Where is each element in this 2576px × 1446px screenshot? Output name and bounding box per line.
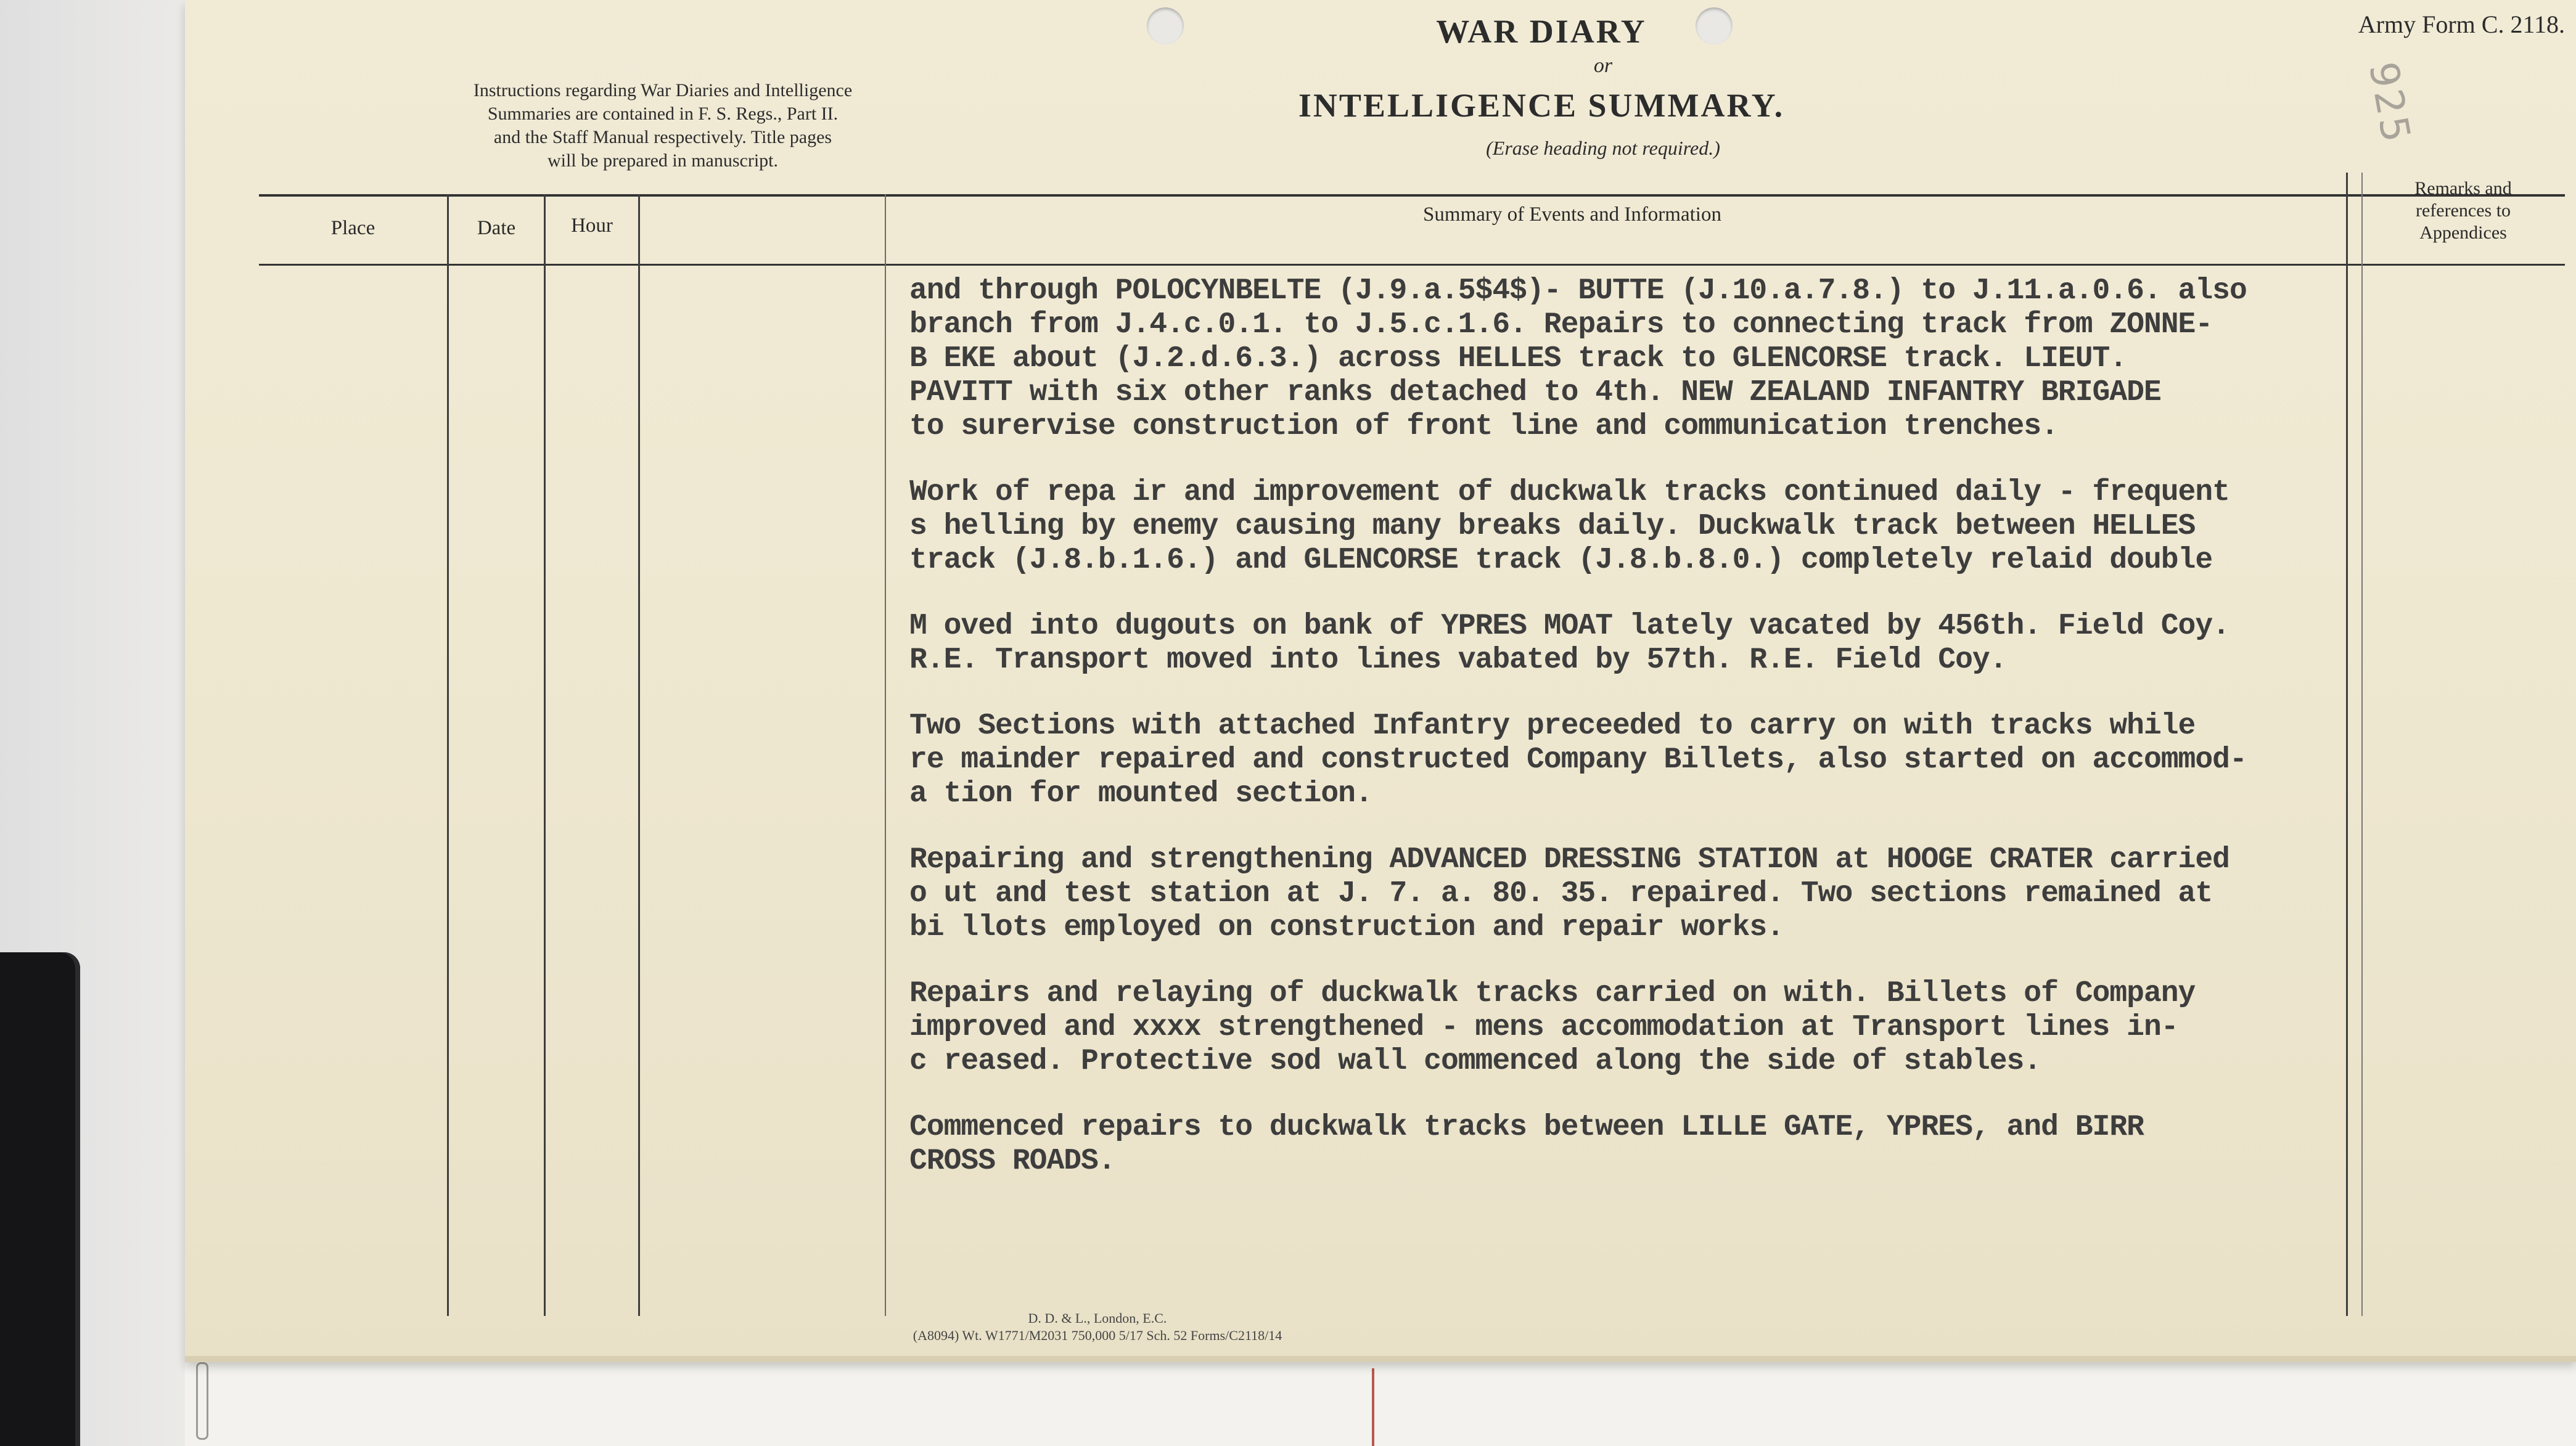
entry-line: track (J.8.b.1.6.) and GLENCORSE track (J.8.b.8.0.) completely relaid double: [909, 544, 2213, 577]
header-top-rule: [259, 194, 2565, 197]
column-header-summary: Summary of Events and Information: [1423, 203, 1721, 226]
diary-entry: [909, 274, 2525, 444]
entry-line: s helling by enemy causing many breaks daily. Duckwalk track between HELLES: [909, 510, 2196, 543]
entry-line: improved and xxxx strengthened - mens accommodation at Transport lines in-: [909, 1011, 2178, 1044]
column-header-date: Date: [477, 217, 516, 239]
diary-entry: [909, 610, 2525, 677]
diary-entries: [909, 274, 2525, 1211]
column-header-place: Place: [330, 217, 375, 239]
form-subtitle: INTELLIGENCE SUMMARY.: [1298, 87, 1785, 124]
diary-entry: [909, 977, 2525, 1079]
entry-line: CROSS ROADS.: [909, 1145, 1115, 1178]
entry-line: B EKE about (J.2.d.6.3.) across HELLES track to GLENCORSE track. LIEUT.: [909, 342, 2127, 375]
folio-number: 925: [2360, 59, 2419, 148]
diary-entry: [909, 843, 2525, 945]
instructions-note: Instructions regarding War Diaries and Intelligence Summaries are contained in F. S. Regs., Part II. and the Staff Manual respectively. Title pages will be prepared in manuscript.: [473, 80, 853, 171]
entry-line: Repairs and relaying of duckwalk tracks carried on with. Billets of Company: [909, 977, 2196, 1010]
entry-line: re mainder repaired and constructed Company Billets, also started on accommod-: [909, 743, 2247, 777]
army-form-number: Army Form C. 2118.: [2358, 10, 2565, 38]
dark-device-edge: [0, 952, 80, 1446]
column-header-remarks: Remarks and references to Appendices: [2414, 178, 2512, 243]
entry-line: M oved into dugouts on bank of YPRES MOAT lately vacated by 456th. Field Coy.: [909, 610, 2229, 643]
entry-line: Two Sections with attached Infantry preceeded to carry on with tracks while: [909, 709, 2196, 743]
entry-line: bi llots employed on construction and repair works.: [909, 911, 1784, 944]
entry-line: Work of repa ir and improvement of duckwalk tracks continued daily - frequent: [909, 476, 2229, 509]
summary-margin-rule: [885, 194, 886, 1316]
entry-line: c reased. Protective sod wall commenced along the side of stables.: [909, 1045, 2041, 1078]
form-or: or: [1593, 54, 1613, 77]
printer-imprint: D. D. & L., London, E.C. (A8094) Wt. W1771/M2031 750,000 5/17 Sch. 52 Forms/C2118/14: [913, 1310, 1282, 1343]
punch-hole-left: [1147, 7, 1184, 44]
form-title: WAR DIARY: [1436, 13, 1647, 50]
entry-line: and through POLOCYNBELTE (J.9.a.5$4$)- BUTTE (J.10.a.7.8.) to J.11.a.0.6. also: [909, 274, 2247, 308]
column-header-hour: Hour: [571, 214, 613, 237]
entry-line: branch from J.4.c.0.1. to J.5.c.1.6. Repairs to connecting track from ZONNE-: [909, 308, 2213, 341]
erase-note: (Erase heading not required.): [1486, 137, 1720, 159]
war-diary-sheet: [185, 0, 2576, 1362]
entry-line: o ut and test station at J. 7. a. 80. 35. repaired. Two sections remained at: [909, 877, 2213, 910]
date-hour-divider: [544, 194, 546, 1316]
entry-line: R.E. Transport moved into lines vabated by 57th. R.E. Field Coy.: [909, 643, 2007, 677]
header-bottom-rule: [259, 264, 2565, 266]
binder-clip-mark: [196, 1362, 208, 1440]
entry-line: PAVITT with six other ranks detached to 4th. NEW ZEALAND INFANTRY BRIGADE: [909, 376, 2161, 409]
hour-summary-divider: [638, 194, 640, 1316]
diary-entry: [909, 709, 2525, 811]
entry-line: Repairing and strengthening ADVANCED DRESSING STATION at HOOGE CRATER carried: [909, 843, 2229, 876]
diary-entry: [909, 476, 2525, 578]
entry-line: to surervise construction of front line and communication trenches.: [909, 410, 2058, 443]
entry-line: Commenced repairs to duckwalk tracks between LILLE GATE, YPRES, and BIRR: [909, 1111, 2144, 1144]
red-margin-line: [1372, 1368, 1374, 1446]
place-date-divider: [447, 194, 449, 1316]
diary-entry: [909, 1111, 2525, 1178]
entry-line: a tion for mounted section.: [909, 777, 1372, 811]
